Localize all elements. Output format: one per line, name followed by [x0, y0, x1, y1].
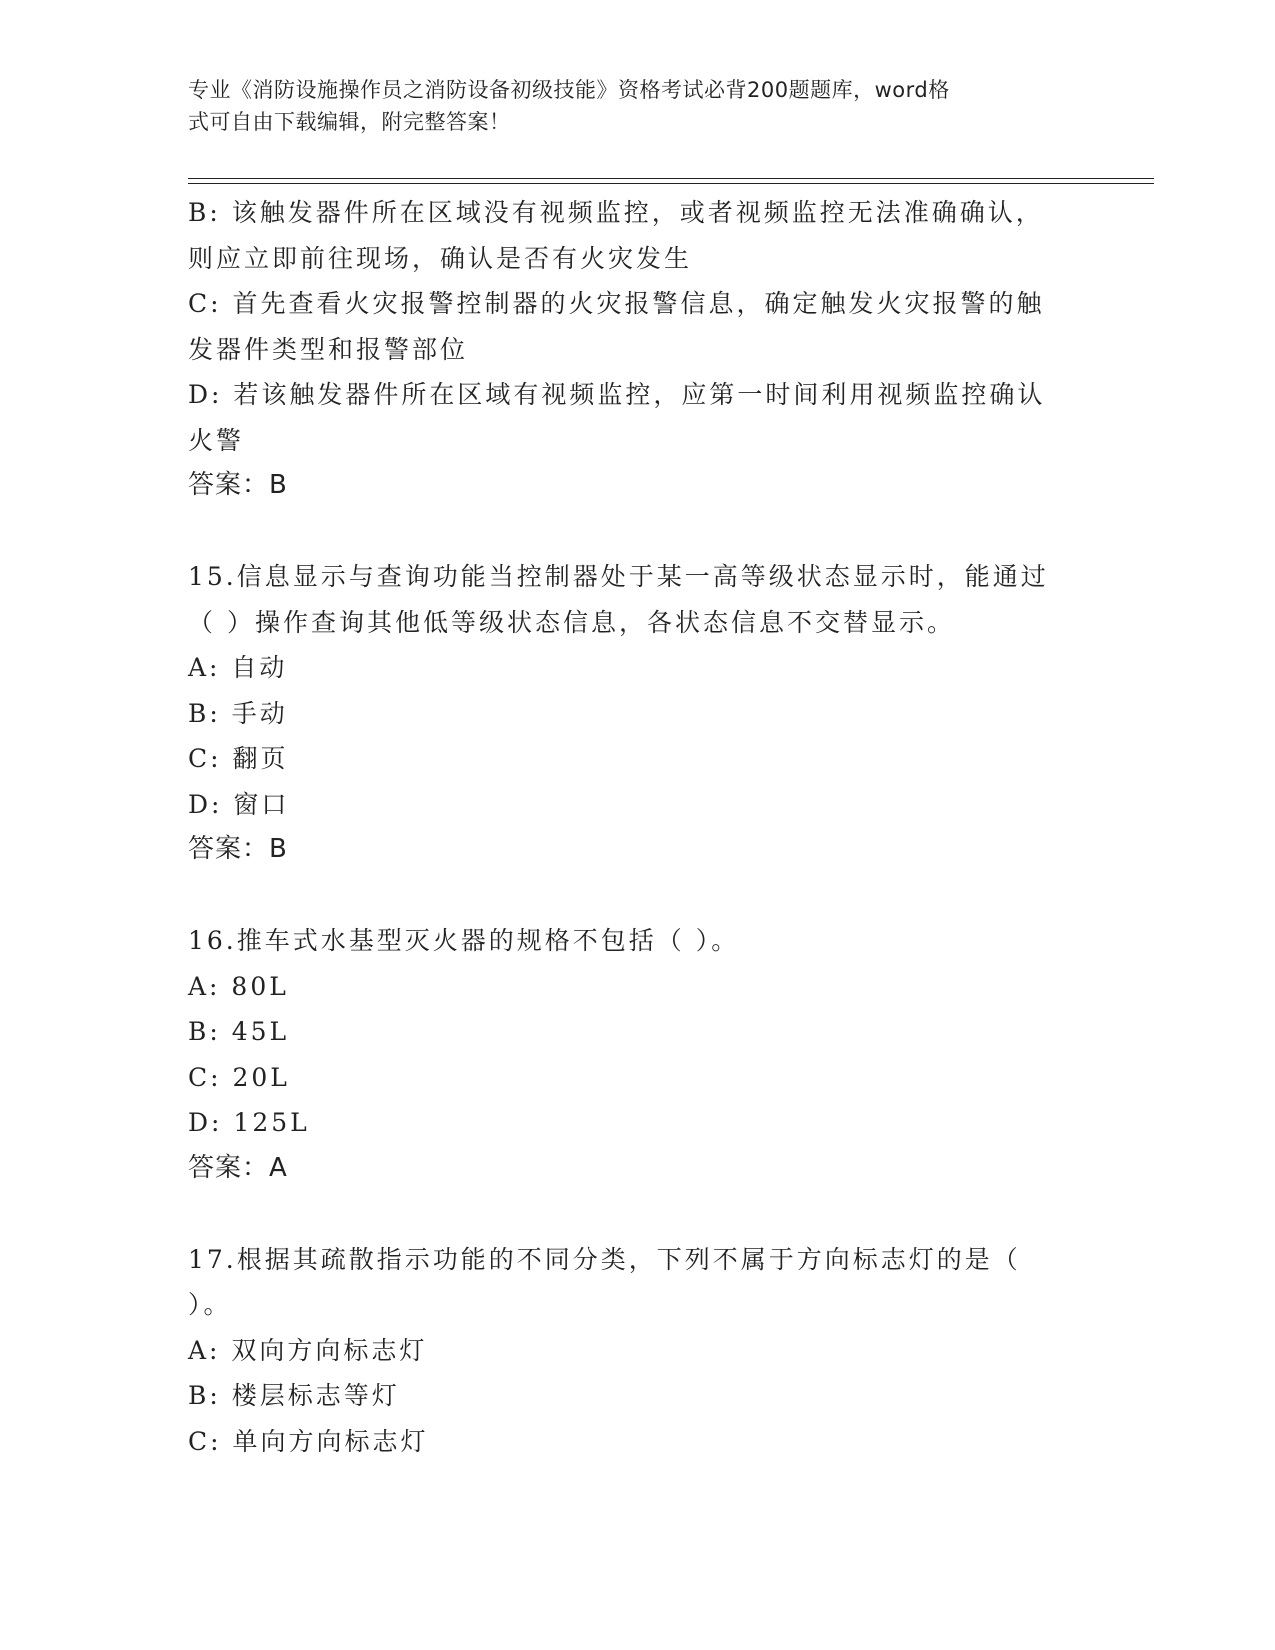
question-stem: 16.推车式水基型灭火器的规格不包括（ ）。 — [188, 926, 740, 955]
option-c: C: 翻页 — [188, 744, 289, 773]
option-c: C: 单向方向标志灯 — [188, 1426, 429, 1456]
answer: 答案：B — [188, 470, 288, 500]
option-c: C: 20L — [188, 1062, 290, 1092]
question-stem-line-1: 17.根据其疏散指示功能的不同分类，下列不属于方向标志灯的是（ — [188, 1244, 1021, 1274]
option-b: B: 45L — [188, 1017, 290, 1046]
header-line-1: 专业《消防设施操作员之消防设备初级技能》资格考试必背200题题库，word格 — [188, 78, 950, 102]
question-16 — [188, 918, 1088, 1191]
option-c-line-1: C: 首先查看火灾报警控制器的火灾报警信息，确定触发火灾报警的触 — [188, 289, 1045, 318]
option-d-line-2: 火警 — [188, 425, 245, 455]
option-b-line-1: B: 该触发器件所在区域没有视频监控，或者视频监控无法准确确认， — [188, 198, 1044, 227]
option-b: B: 手动 — [188, 698, 288, 728]
header-rule-bottom — [188, 183, 1154, 184]
prev-question-block — [188, 190, 1088, 509]
option-a: A: 自动 — [188, 653, 288, 682]
question-stem-line-2: （ ）操作查询其他低等级状态信息，各状态信息不交替显示。 — [188, 607, 955, 637]
question-17 — [188, 1237, 1088, 1465]
option-d: D: 窗口 — [188, 789, 290, 819]
question-stem-line-1: 15.信息显示与查询功能当控制器处于某一高等级状态显示时，能通过 — [188, 562, 1049, 591]
option-d: D: 125L — [188, 1108, 310, 1137]
header-rule-top — [188, 178, 1154, 179]
option-c-line-2: 发器件类型和报警部位 — [188, 334, 469, 364]
option-b: B: 楼层标志等灯 — [188, 1381, 400, 1410]
question-content — [188, 190, 1088, 1464]
option-d-line-1: D: 若该触发器件所在区域有视频监控，应第一时间利用视频监控确认 — [188, 380, 1046, 409]
answer: 答案：B — [188, 834, 288, 864]
option-b-line-2: 则应立即前往现场，确认是否有火灾发生 — [188, 243, 693, 273]
header-line-2: 式可自由下载编辑，附完整答案！ — [188, 110, 511, 134]
question-15 — [188, 554, 1088, 873]
option-a: A: 80L — [188, 971, 289, 1001]
answer: 答案：A — [188, 1152, 288, 1183]
option-a: A: 双向方向标志灯 — [188, 1335, 428, 1365]
document-header — [188, 74, 1068, 138]
question-stem-line-2: ）。 — [188, 1290, 232, 1319]
